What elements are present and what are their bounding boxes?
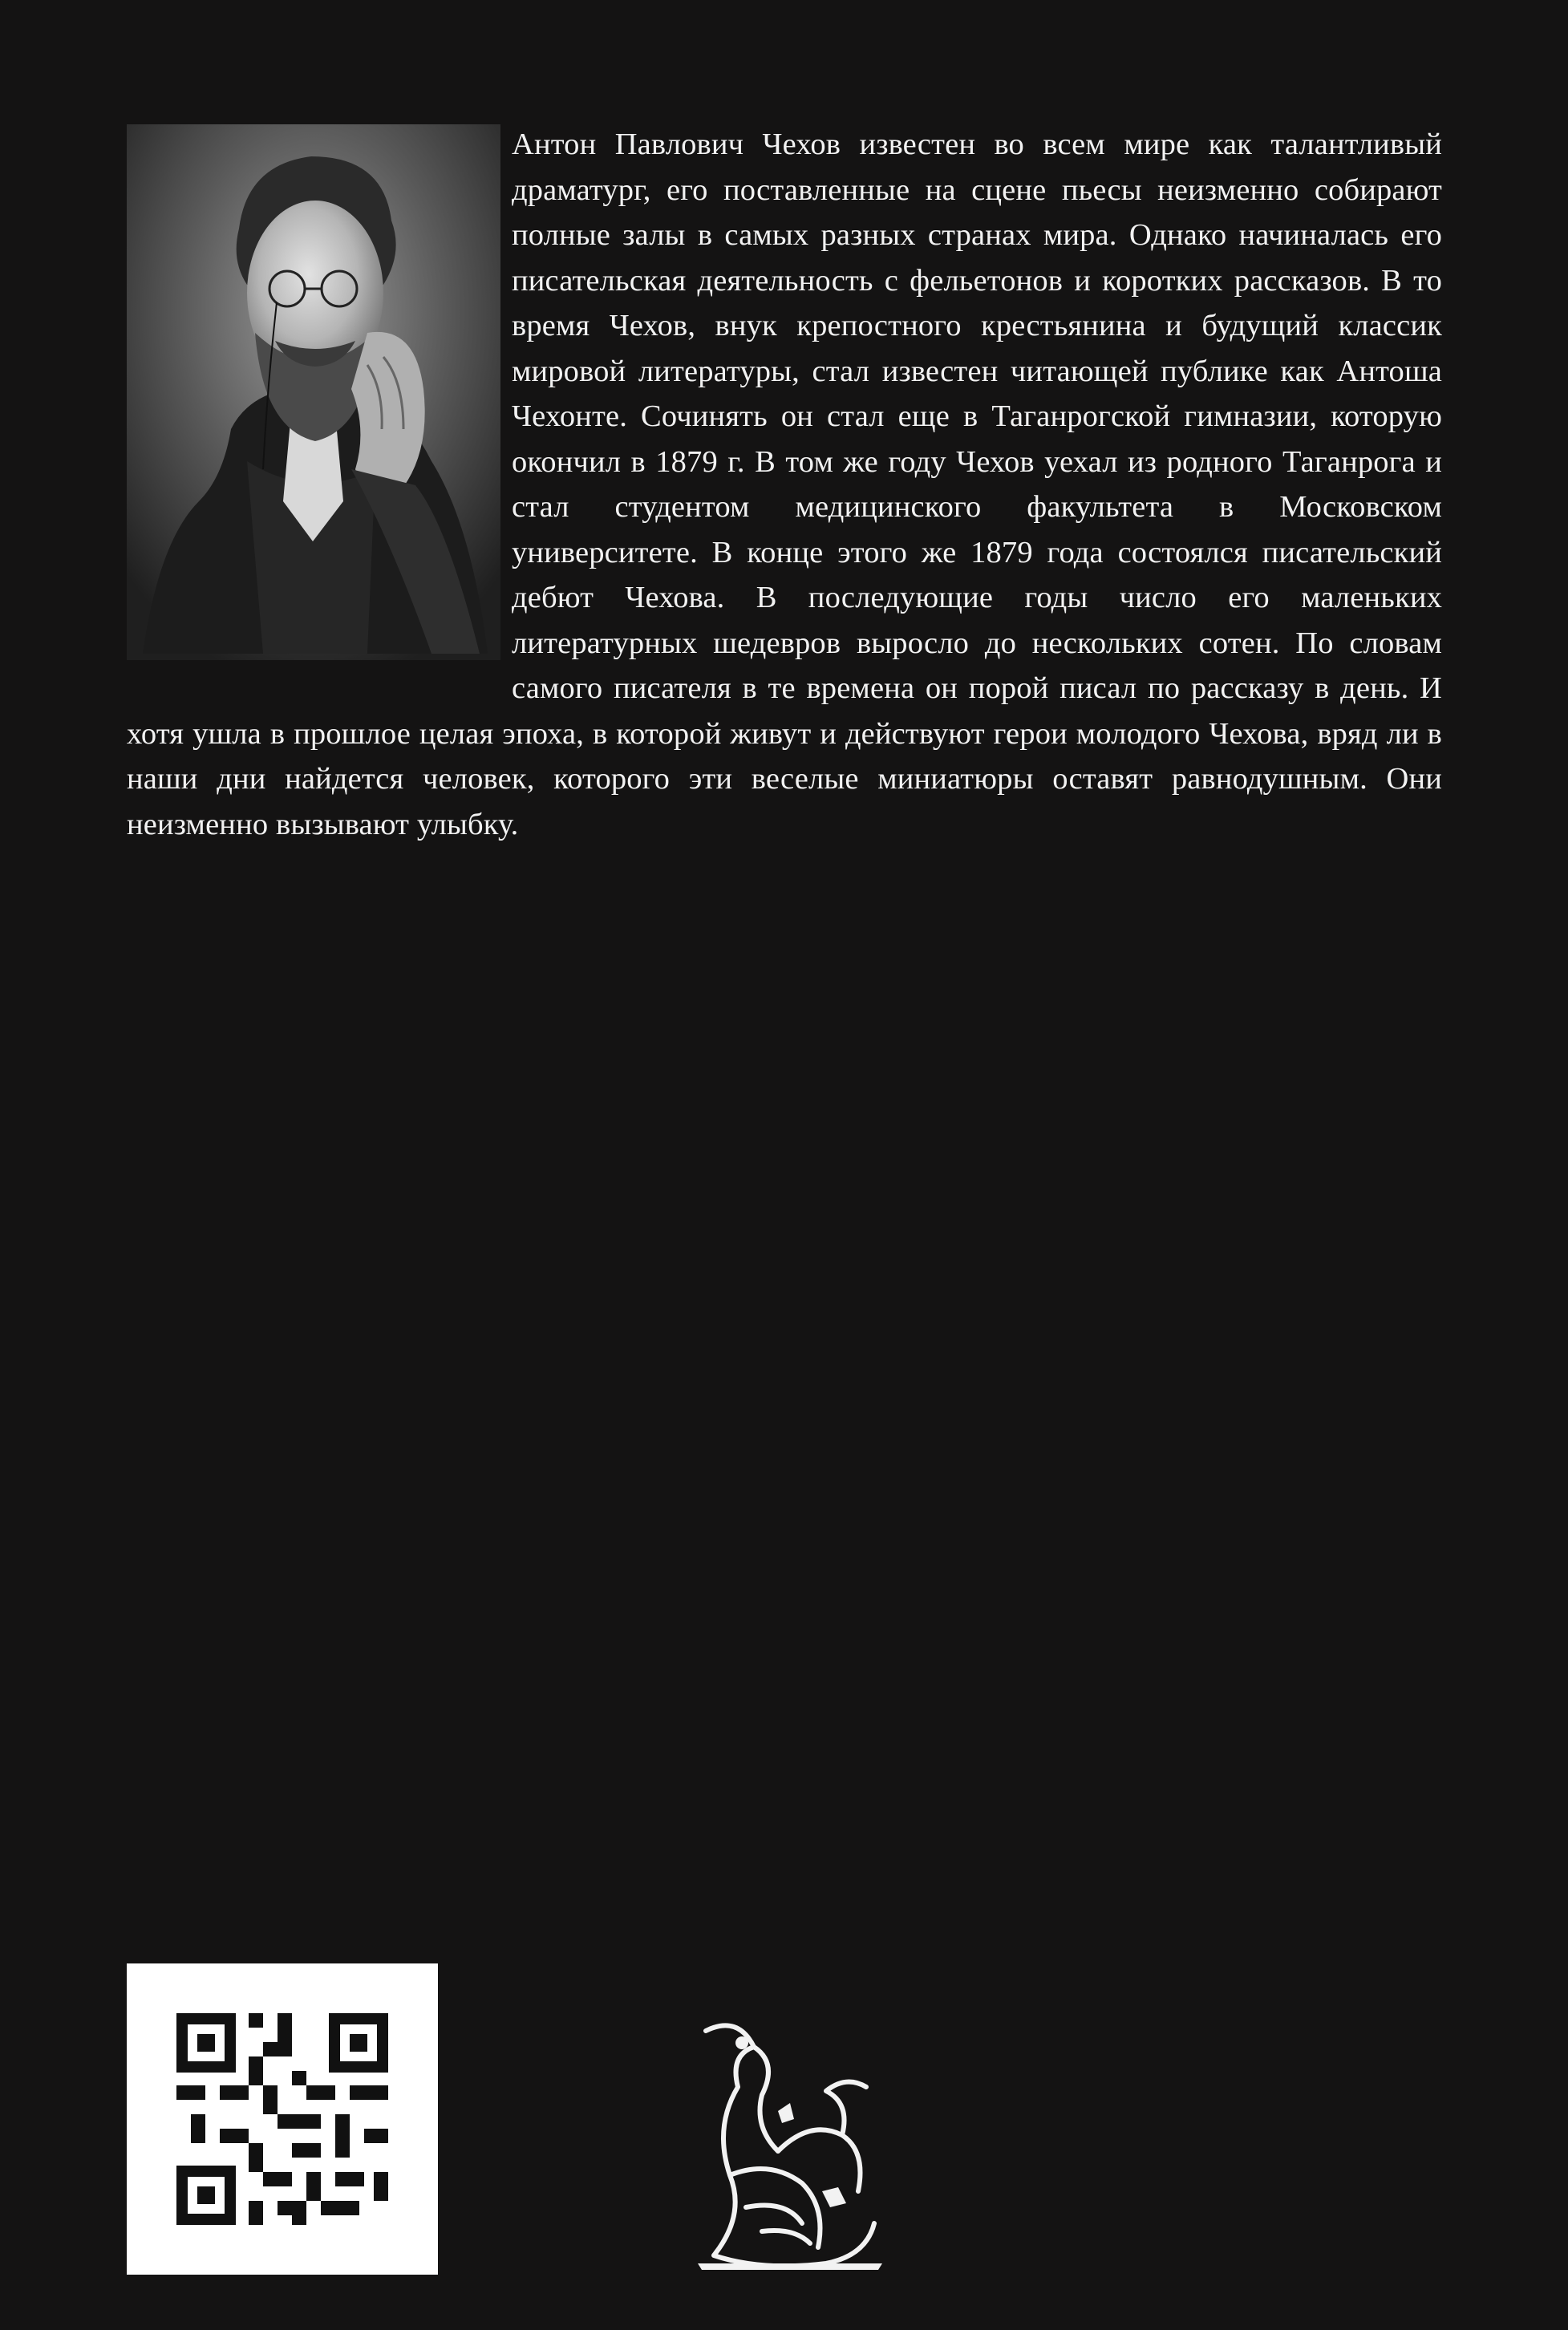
qr-code bbox=[127, 1963, 438, 2275]
book-description bbox=[127, 122, 1442, 847]
portrait-wrap-space bbox=[127, 122, 512, 671]
publisher-logo bbox=[682, 2015, 894, 2275]
description-text: Антон Павлович Чехов известен во всем мире как талантливый драматург, его поставленные на сцене пьесы неизменно собирают полные залы в самых разных странах мира. Однако начиналась его писательская деятельность с фельетонов и коротких рассказов. В то время Чехов, внук крепостного крестьянина и будущий классик мировой литературы, стал известен читающей публике как Антоша Чехонте. Сочинять он стал еще в Таганрогской гимназии, которую окончил в 1879 г. В том же году Чехов уехал из родного Таганрога и стал студентом медицинского факультета в Московском университете. В конце этого же 1879 года состоялся писательский дебют Чехова. В последующие годы число его маленьких литературных шедевров выросло до нескольких сотен. По словам самого писателя в те времена он порой писал по рассказу в день. И хотя ушла в прошлое целая эпоха, в которой живут и действуют герои молодого Чехова, вряд ли в наши дни найдется человек, которого эти веселые миниатюры оставят равнодушным. Они неизменно вызывают улыбку. bbox=[127, 128, 1442, 841]
dragon-logo-icon bbox=[682, 2015, 894, 2275]
qr-code-icon bbox=[127, 1963, 438, 2275]
